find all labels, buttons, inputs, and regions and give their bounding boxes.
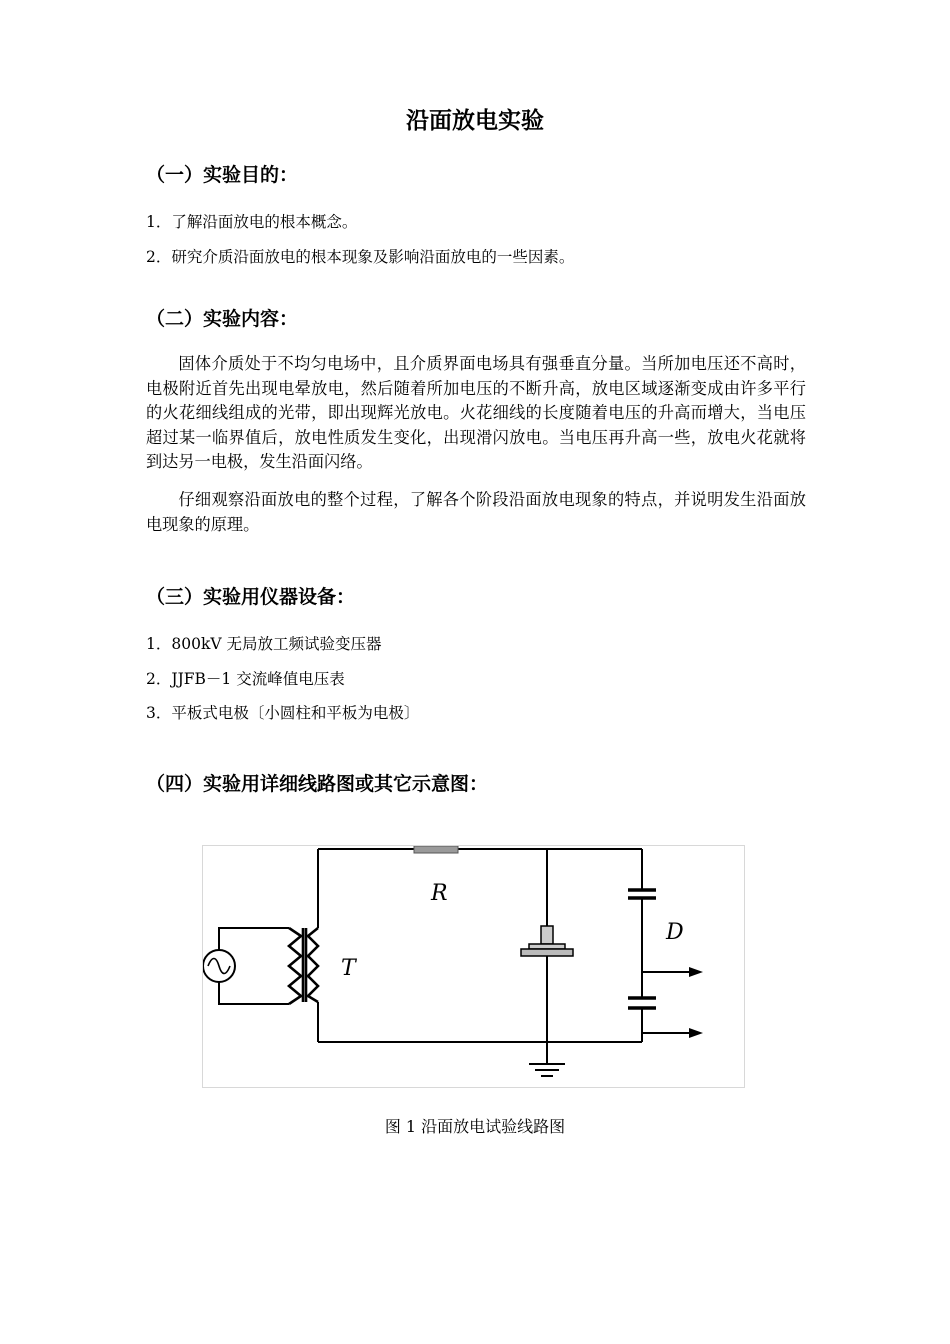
resistor-label: R (431, 881, 448, 906)
circuit-diagram (202, 845, 745, 1088)
section-heading-diagram: （四）实验用详细线路图或其它示意图： (146, 773, 489, 795)
purpose-item-1: 1．了解沿面放电的根本概念。 (146, 213, 358, 231)
section-heading-content: （二）实验内容： (146, 308, 299, 330)
ground-icon (529, 1064, 565, 1076)
content-paragraph-2: 仔细观察沿面放电的整个过程，了解各个阶段沿面放电现象的特点，并说明发生沿面放电现象的原理。 (146, 490, 806, 534)
plate-electrode-symbol (521, 926, 573, 956)
transformer-symbol (289, 928, 318, 1004)
figure-caption: 图 1 沿面放电试验线路图 (384, 1117, 566, 1136)
output-arrow-low-icon (689, 1028, 703, 1038)
content-paragraph-1: 固体介质处于不均匀电场中，且介质界面电场具有强垂直分量。当所加电压还不高时，电极附近首先出现电晕放电，然后随着所加电压的不断升高，放电区域逐渐变成由许多平行的火花细线组成的光带，即出现辉光放电。火花细线的长度随着电压的升高而增大，当电压超过某一临界值后，放电性质发生变化，出现滑闪放电。当电压再升高一些，放电火花就将到达另一电极，发生沿面闪络。 (146, 354, 806, 471)
transformer-label: T (341, 956, 356, 981)
divider-label: D (666, 920, 684, 945)
equipment-item-2: 2．JJFB－1 交流峰值电压表 (146, 670, 345, 688)
equipment-item-3: 3．平板式电极〔小圆柱和平板为电极〕 (146, 704, 420, 722)
page-title: 沿面放电实验 (406, 108, 544, 134)
purpose-item-2: 2．研究介质沿面放电的根本现象及影响沿面放电的一些因素。 (146, 248, 575, 266)
section-heading-equipment: （三）实验用仪器设备： (146, 586, 356, 608)
equipment-item-1: 1．800kV 无局放工频试验变压器 (146, 635, 382, 653)
resistor-symbol (414, 846, 458, 853)
output-arrow-high-icon (689, 967, 703, 977)
section-heading-purpose: （一）实验目的： (146, 164, 299, 186)
